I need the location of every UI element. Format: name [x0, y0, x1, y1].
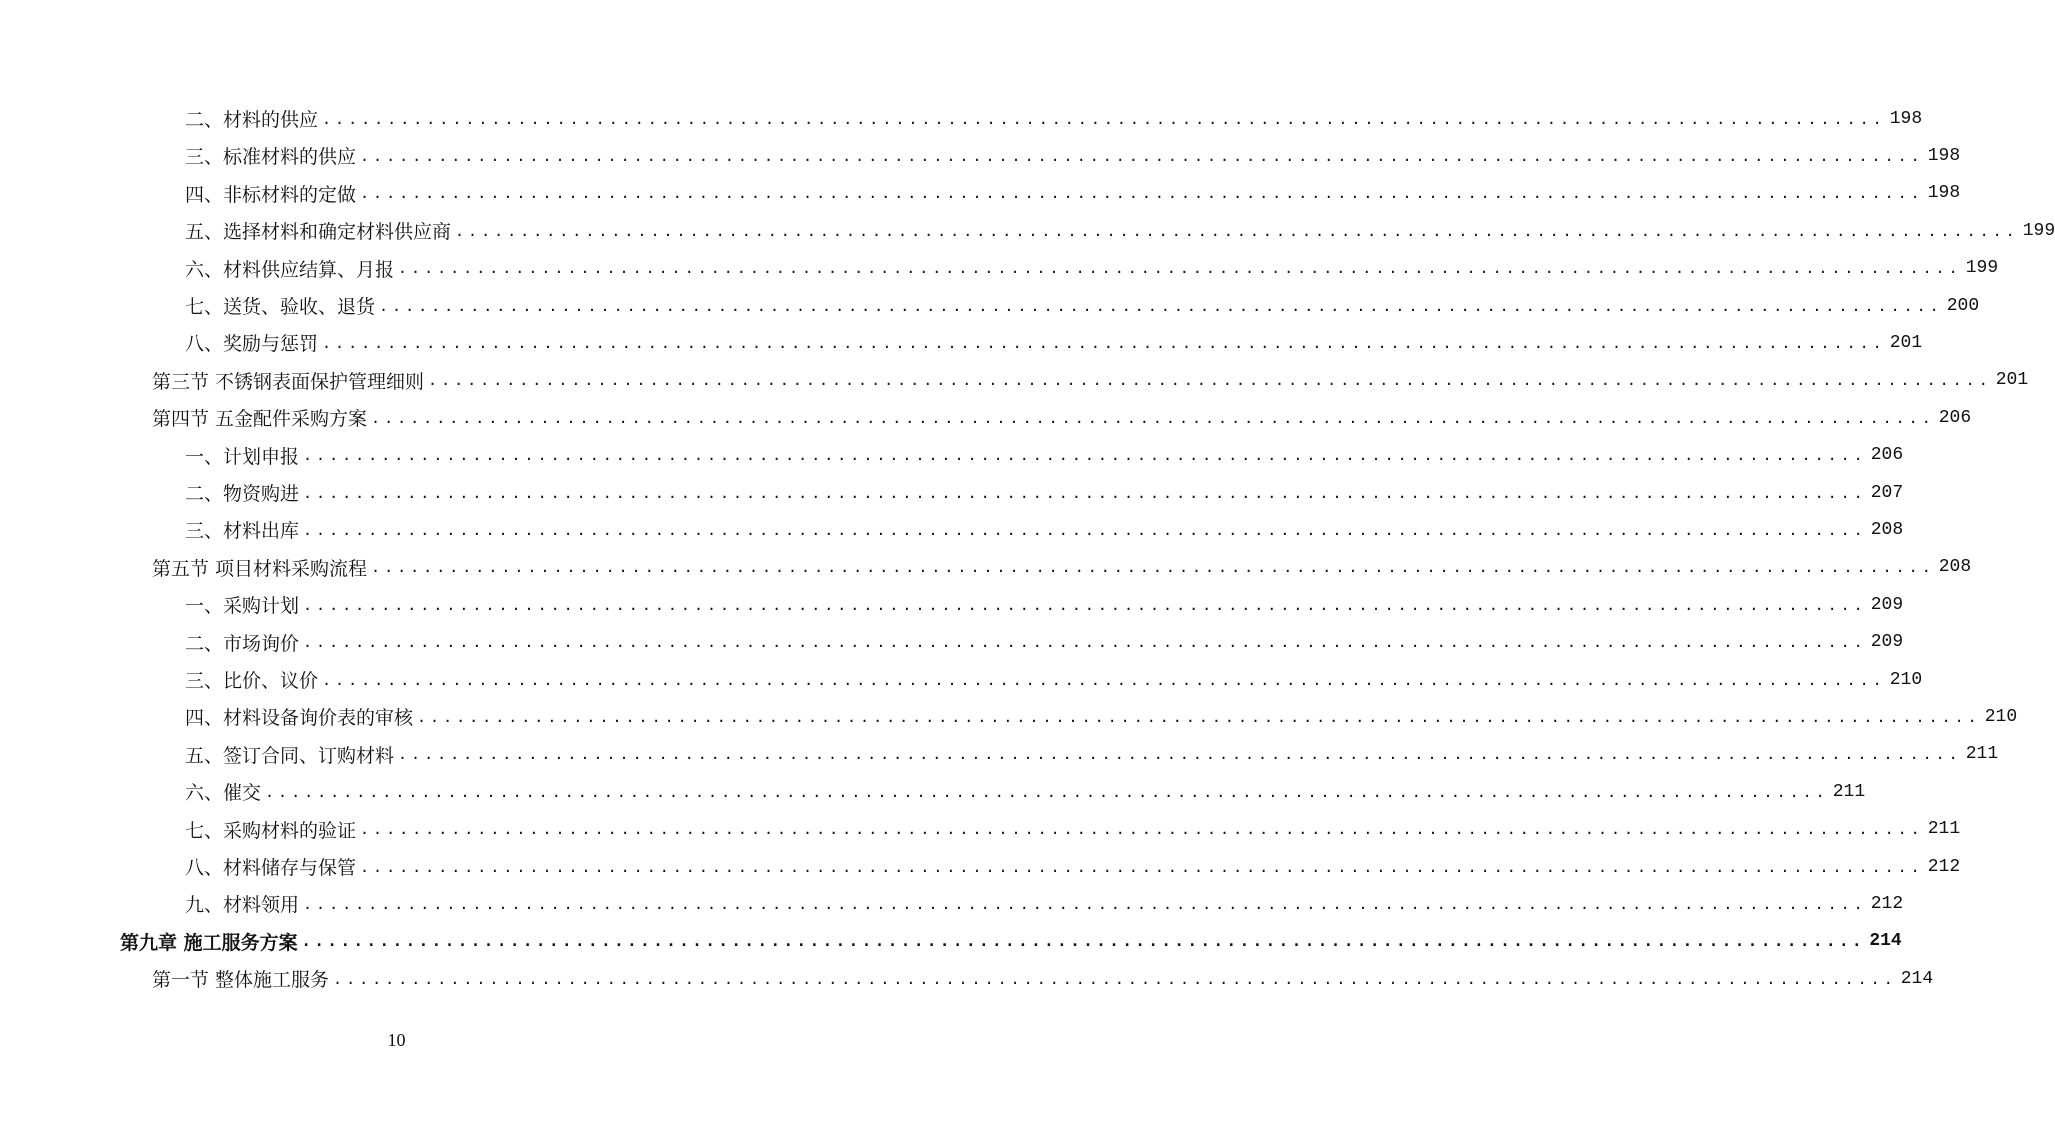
toc-entry-page-number: 201: [1995, 370, 2029, 391]
dot-leader: ........................................................................................................................: [322, 333, 1886, 352]
dot-leader: ........................................................................................................................: [303, 595, 1867, 614]
toc-entry-page-number: 214: [1869, 931, 1902, 952]
toc-entry-chapter[interactable]: [120, 923, 1902, 960]
toc-entry-section[interactable]: [152, 362, 2029, 399]
toc-entry-page-number: 211: [1927, 819, 1961, 840]
dot-leader: ........................................................................................................................: [322, 109, 1886, 128]
dot-leader: ........................................................................................................................: [398, 745, 1962, 764]
toc-entry-page-number: 210: [1889, 669, 1923, 690]
toc-entry-page-number: 200: [1946, 295, 1980, 316]
dot-leader: ........................................................................................................................: [360, 184, 1924, 203]
dot-leader: ........................................................................................................................: [360, 820, 1924, 839]
dot-leader: ........................................................................................................................: [333, 969, 1897, 988]
toc-entry-item[interactable]: [185, 773, 1866, 810]
toc-entry-item[interactable]: [185, 137, 1961, 174]
dot-leader: ........................................................................................................................: [379, 296, 1943, 315]
toc-entry-item[interactable]: [185, 885, 1904, 922]
toc-entry-page-number: 206: [1938, 407, 1972, 428]
toc-entry-title: 四、非标材料的定做: [185, 183, 357, 206]
dot-leader: ........................................................................................................................: [455, 221, 2019, 240]
toc-entry-page-number: 212: [1927, 856, 1961, 877]
dot-leader: ........................................................................................................................: [398, 259, 1962, 278]
toc-entry-item[interactable]: [185, 474, 1904, 511]
toc-entry-title: 第一节 整体施工服务: [152, 969, 330, 992]
dot-leader: ........................................................................................................................: [303, 446, 1867, 465]
toc-entry-page-number: 199: [1965, 258, 1999, 279]
toc-entry-page-number: 211: [1965, 744, 1999, 765]
toc-entry-page-number: 198: [1927, 145, 1961, 166]
toc-entry-item[interactable]: [185, 736, 1999, 773]
dot-leader: ........................................................................................................................: [265, 782, 1829, 801]
toc-entry-item[interactable]: [185, 250, 1999, 287]
toc-entry-item[interactable]: [185, 624, 1904, 661]
toc-entry-page-number: 209: [1870, 594, 1904, 615]
toc-entry-item[interactable]: [185, 661, 1923, 698]
toc-entry-title: 五、签订合同、订购材料: [185, 744, 395, 767]
toc-entry-item[interactable]: [185, 100, 1923, 137]
toc-entry-title: 三、比价、议价: [185, 670, 319, 692]
toc-entry-section[interactable]: [152, 399, 1972, 436]
dot-leader: ........................................................................................................................: [371, 558, 1935, 577]
toc-entry-section[interactable]: [152, 960, 1934, 997]
toc-entry-title: 三、材料出库: [185, 520, 300, 543]
toc-entry-title: 八、材料储存与保管: [185, 857, 357, 879]
toc-entry-item[interactable]: [185, 511, 1904, 548]
toc-entry-item[interactable]: [185, 175, 1961, 212]
toc-entry-title: 二、市场询价: [185, 632, 300, 655]
toc-entry-page-number: 208: [1938, 557, 1972, 578]
toc-entry-title: 第三节 不锈钢表面保护管理细则: [152, 370, 425, 393]
toc-entry-title: 九、材料领用: [185, 894, 300, 917]
toc-entry-title: 第九章 施工服务方案: [120, 931, 298, 954]
toc-entry-title: 八、奖励与惩罚: [185, 333, 319, 356]
dot-leader: ........................................................................................................................: [371, 408, 1935, 427]
dot-leader: ........................................................................................................................: [417, 707, 1981, 726]
toc-entry-item[interactable]: [185, 324, 1923, 361]
toc-entry-title: 六、材料供应结算、月报: [185, 258, 395, 281]
toc-entry-page-number: 198: [1927, 183, 1961, 204]
toc-entry-title: 三、标准材料的供应: [185, 146, 357, 169]
toc-entry-title: 一、采购计划: [185, 595, 300, 618]
dot-leader: ........................................................................................................................: [428, 371, 1992, 390]
toc-entry-page-number: 207: [1870, 482, 1904, 503]
toc-entry-item[interactable]: [185, 811, 1961, 848]
toc-entry-title: 六、催交: [185, 782, 262, 805]
toc-entry-page-number: 209: [1870, 632, 1904, 653]
toc-entry-page-number: 211: [1832, 781, 1866, 802]
dot-leader: ........................................................................................................................: [301, 932, 1866, 951]
toc-entry-item[interactable]: [185, 212, 2055, 249]
toc-entry-page-number: 212: [1870, 893, 1904, 914]
toc-entry-section[interactable]: [152, 549, 1972, 586]
page-number: 10: [387, 1030, 406, 1050]
dot-leader: ........................................................................................................................: [303, 894, 1867, 913]
toc-entry-page-number: 210: [1984, 706, 2018, 727]
toc-entry-page-number: 208: [1870, 519, 1904, 540]
toc-entry-page-number: 206: [1870, 445, 1904, 466]
toc-entry-page-number: 214: [1900, 968, 1934, 989]
toc-entry-title: 一、计划申报: [185, 445, 300, 468]
dot-leader: ........................................................................................................................: [303, 633, 1867, 652]
toc-entry-title: 五、选择材料和确定材料供应商: [185, 221, 452, 244]
toc-entry-title: 第四节 五金配件采购方案: [152, 408, 368, 431]
toc-entry-item[interactable]: [185, 698, 2018, 735]
dot-leader: ........................................................................................................................: [303, 483, 1867, 502]
dot-leader: ........................................................................................................................: [322, 670, 1886, 689]
toc-entry-page-number: 199: [2022, 220, 2055, 241]
toc-entry-page-number: 201: [1889, 332, 1923, 353]
toc-entry-item[interactable]: [185, 848, 1961, 885]
toc-entry-item[interactable]: [185, 586, 1904, 623]
toc-entry-title: 二、物资购进: [185, 483, 300, 505]
toc-entry-title: 二、材料的供应: [185, 109, 319, 131]
toc-entry-page-number: 198: [1889, 108, 1923, 129]
toc-entry-title: 七、送货、验收、退货: [185, 296, 376, 318]
toc-entry-item[interactable]: [185, 437, 1904, 474]
toc-entry-title: 第五节 项目材料采购流程: [152, 557, 368, 580]
dot-leader: ........................................................................................................................: [360, 146, 1924, 165]
toc-entry-item[interactable]: [185, 287, 1980, 324]
dot-leader: ........................................................................................................................: [360, 857, 1924, 876]
dot-leader: ........................................................................................................................: [303, 520, 1867, 539]
toc-entry-title: 七、采购材料的验证: [185, 819, 357, 842]
toc-entry-title: 四、材料设备询价表的审核: [185, 707, 414, 730]
